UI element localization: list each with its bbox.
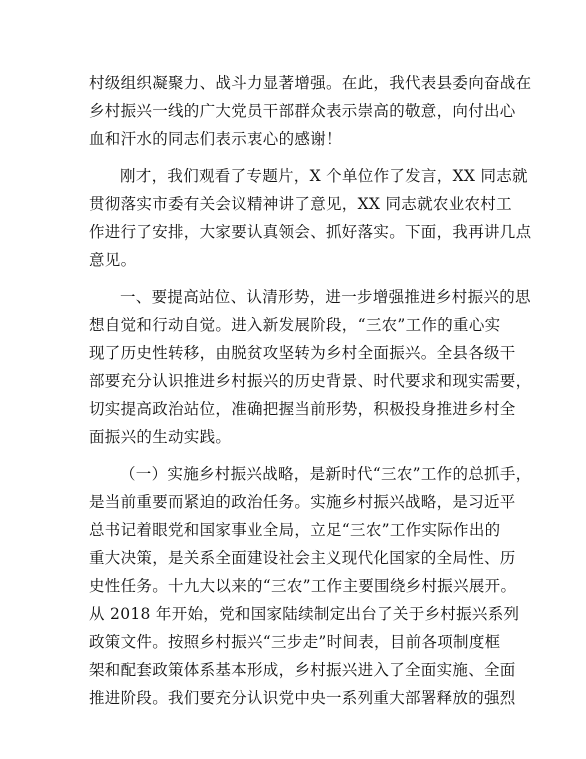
text-line: 政策文件。按照乡村振兴“三步走”时间表，目前各项制度框 <box>89 633 501 651</box>
text-line: 意见。 <box>89 251 137 269</box>
text-line: 刚才，我们观看了专题片，X 个单位作了发言，XX 同志就 <box>120 167 528 185</box>
text-line: 村级组织凝聚力、战斗力显著增强。在此，我代表县委向奋战在 <box>89 74 532 92</box>
text-line: 血和汗水的同志们表示衷心的感谢！ <box>89 130 342 148</box>
text-line: 乡村振兴一线的广大党员干部群众表示崇高的敬意，向付出心 <box>89 102 516 120</box>
document-body <box>89 69 532 712</box>
text-line: 作进行了安排，大家要认真领会、抓好落实。下面，我再讲几点 <box>89 223 532 241</box>
text-line: 面振兴的生动实践。 <box>89 428 232 446</box>
paragraph-section-one <box>89 283 532 451</box>
paragraph-gap <box>89 153 509 162</box>
paragraph-closing-thanks <box>89 69 532 153</box>
text-line: 推进阶段。我们要充分认识党中央一系列重大部署释放的强烈 <box>89 689 516 707</box>
text-line: 重大决策，是关系全面建设社会主义现代化国家的全局性、历 <box>89 549 516 567</box>
paragraph-gap <box>89 274 509 283</box>
text-line: 架和配套政策体系基本形成，乡村振兴进入了全面实施、全面 <box>89 661 516 679</box>
paragraph-gap <box>89 451 509 460</box>
text-line: 切实提高政治站位，准确把握当前形势，积极投身推进乡村全 <box>89 400 516 418</box>
text-line: 总书记着眼党和国家事业全局，立足“三农”工作实际作出的 <box>89 521 501 539</box>
text-line: 现了历史性转移，由脱贫攻坚转为乡村全面振兴。全县各级干 <box>89 344 516 362</box>
text-line: 贯彻落实市委有关会议精神讲了意见，XX 同志就农业农村工 <box>89 195 512 213</box>
text-line: 是当前重要而紧迫的政治任务。实施乡村振兴战略，是习近平 <box>89 493 516 511</box>
text-line: 部要充分认识推进乡村振兴的历史背景、时代要求和现实需要， <box>89 372 532 390</box>
text-line: 从 2018 年开始，党和国家陆续制定出台了关于乡村振兴系列 <box>89 605 520 623</box>
text-line: 史性任务。十九大以来的“三农”工作主要围绕乡村振兴展开。 <box>89 577 517 595</box>
text-line: 想自觉和行动自觉。进入新发展阶段，“三农”工作的重心实 <box>89 316 501 334</box>
paragraph-subsection-one <box>89 460 532 712</box>
paragraph-transition <box>89 162 532 274</box>
text-line: （一）实施乡村振兴战略，是新时代“三农”工作的总抓手， <box>120 465 532 483</box>
text-line: 一、要提高站位、认清形势，进一步增强推进乡村振兴的思 <box>120 288 531 306</box>
